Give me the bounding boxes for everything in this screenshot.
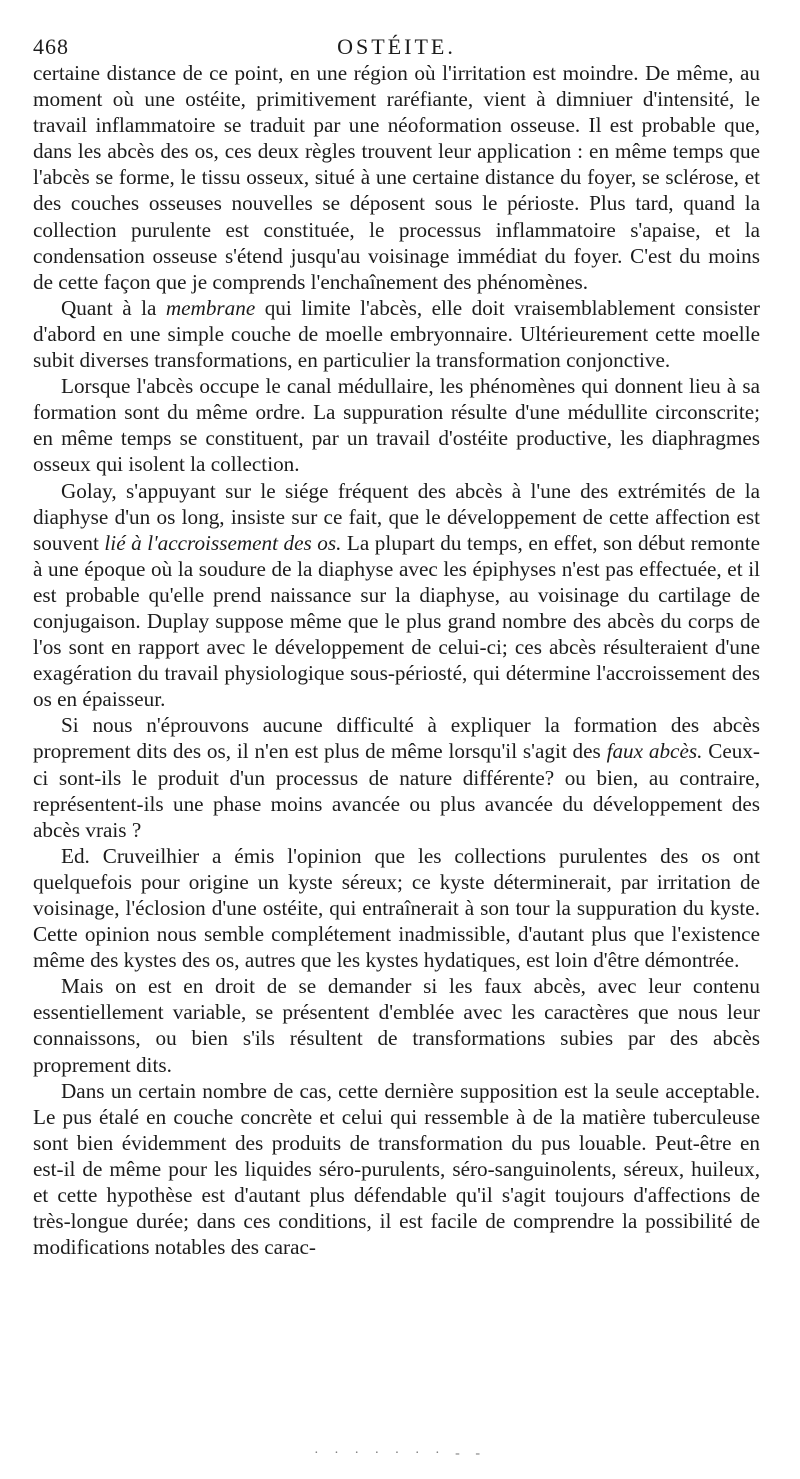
paragraph <box>33 295 760 373</box>
paragraph <box>33 712 760 842</box>
italic-phrase: membrane <box>165 295 256 320</box>
running-title: OSTÉITE. <box>337 34 456 59</box>
text-run: Si nous n'éprouvons aucune difficulté à expliquer la formation des abcès proprement dits des os, il n'en est plus de même lorsqu'il s'agit des <box>33 713 760 764</box>
text-run: certaine distance de ce point, en une région où l'irritation est moindre. De même, au moment où une ostéite, primitivement raréfiante, vient à dimniuer d'intensité, le travail inflammatoire se traduit par une néoformation osseuse. Il est probable que, dans les abcès des os, ces deux règles trouvent leur application : en même temps que l'abcès se forme, le tissu osseux, situé à une certaine distance du foyer, se sclérose, et des couches osseuses nouvelles se déposent sous le périoste. Plus tard, quand la collection purulente est constituée, le processus inflammatoire s'apaise, et la condensation osseuse s'étend jusqu'au voisinage immédiat du foyer. C'est du moins de cette façon que je comprends l'enchaînement des phénomènes. <box>33 61 760 294</box>
italic-phrase: lié à l'accroissement des os. <box>104 530 342 555</box>
footer-marks: · · · · · · · - - <box>314 1446 486 1461</box>
text-run: Quant à la <box>61 295 166 320</box>
text-run: Dans un certain nombre de cas, cette dernière supposition est la seule acceptable. Le pus étalé en couche concrète et celui qui ressemble à de la matière tuberculeuse sont bien évidemment des produits de transformation du pus louable. Peut-être en est-il de même pour les liquides séro-purulents, séro-sanguinolents, séreux, huileux, et cette hypothèse est d'autant plus défendable qu'il s'agit toujours d'affections de très-longue durée; dans ces conditions, il est facile de comprendre la possibilité de modifications notables des carac- <box>33 1078 760 1260</box>
text-run: qui limite l'abcès, elle doit vraisemblablement consister d'abord en une simple couche de moelle embryonnaire. Ultérieurement cette moelle subit diverses transformations, en particulier la transformation conjonctive. <box>33 295 760 373</box>
page-header <box>33 30 760 60</box>
body-text <box>33 60 760 1260</box>
italic-phrase: faux abcès. <box>606 739 703 764</box>
paragraph <box>33 478 760 713</box>
paragraph <box>33 973 760 1077</box>
paragraph <box>33 373 760 477</box>
text-run: Mais on est en droit de se demander si les faux abcès, avec leur contenu essentiellement variable, se présentent d'emblée avec les caractères que nous leur connaissons, ou bien s'ils résultent de transformations subies par des abcès proprement dits. <box>33 974 760 1077</box>
paragraph <box>33 1078 760 1261</box>
paragraph <box>33 60 760 295</box>
text-run: Lorsque l'abcès occupe le canal médullaire, les phénomènes qui donnent lieu à sa formation sont du même ordre. La suppuration résulte d'une médullite circonscrite; en même temps se constituent, par un travail d'ostéite productive, les diaphragmes osseux qui isolent la collection. <box>33 374 760 477</box>
text-run: Ed. Cruveilhier a émis l'opinion que les collections purulentes des os ont quelquefois pour origine un kyste séreux; ce kyste déterminerait, par irritation de voisinage, l'éclosion d'une ostéite, qui entraînerait à son tour la suppuration du kyste. Cette opinion nous semble complétement inadmissible, d'autant plus que l'existence même des kystes des os, autres que les kystes hydatiques, est loin d'être démontrée. <box>33 843 760 973</box>
text-run: Ceux-ci sont-ils le produit d'un processus de nature différente? ou bien, au contraire, représentent-ils une phase moins avancée ou plus avancée du développement des abcès vrais ? <box>33 739 760 842</box>
text-run: La plupart du temps, en effet, son début remonte à une époque où la soudure de la diaphyse avec les épiphyses n'est pas effectuée, et il est probable qu'elle prend naissance sur la diaphyse, au voisinage du cartilage de conjugaison. Duplay suppose même que le plus grand nombre des abcès du corps de l'os sont en rapport avec le développement de celui-ci; ces abcès résulteraient d'une exagération du travail physiologique sous-périosté, qui détermine l'accroissement des os en épaisseur. <box>33 530 760 712</box>
text-run: Golay, s'appuyant sur le siége fréquent des abcès à l'une des extrémités de la diaphyse d'un os long, insiste sur ce fait, que le développement de cette affection est souvent <box>33 478 760 555</box>
page-number: 468 <box>33 34 69 59</box>
paragraph <box>33 843 760 973</box>
